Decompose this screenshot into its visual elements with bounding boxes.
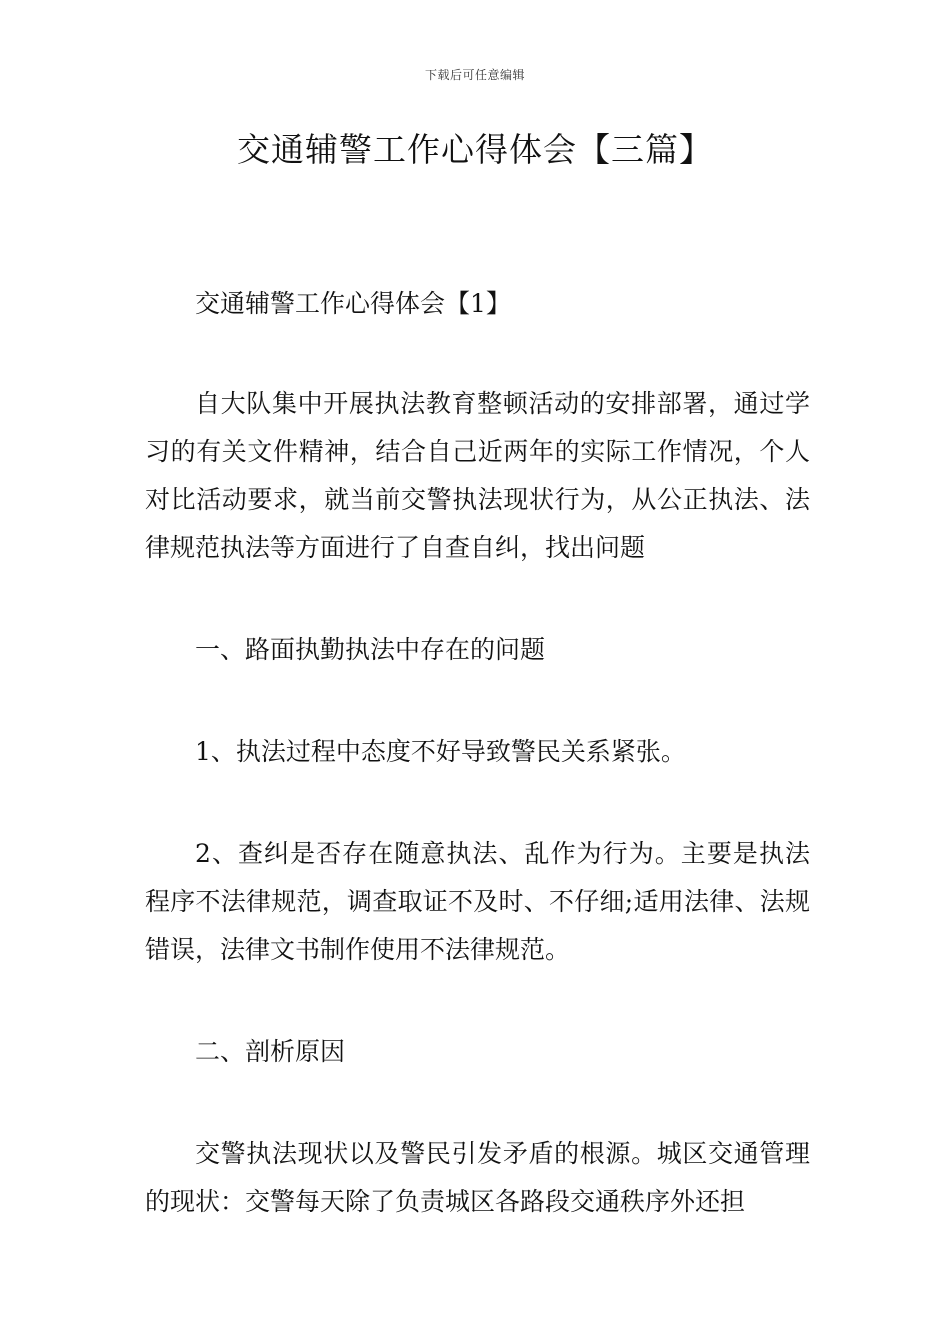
heading-problems: 一、路面执勤执法中存在的问题 [195, 635, 546, 664]
list-item-2: 2、查纠是否存在随意执法、乱作为行为。主要是执法程序不法律规范，调查取证不及时、不仔细;适用法律、法规错误，法律文书制作使用不法律规范。 [145, 839, 810, 964]
paragraph-analysis: 交警执法现状以及警民引发矛盾的根源。城区交通管理的现状：交警每天除了负责城区各路段交通秩序外还担 [145, 1139, 810, 1216]
section-heading: 交通辅警工作心得体会【1】 [195, 289, 511, 318]
header-note: 下载后可任意编辑 [424, 68, 525, 82]
document-title: 交通辅警工作心得体会【三篇】 [237, 130, 713, 169]
paragraph-intro: 自大队集中开展执法教育整顿活动的安排部署，通过学习的有关文件精神，结合自己近两年的实际工作情况，个人对比活动要求，就当前交警执法现状行为，从公正执法、法律规范执法等方面进行了自查自纠，找出问题 [145, 389, 810, 562]
heading-analysis: 二、剖析原因 [195, 1037, 346, 1066]
document-body [145, 280, 810, 1226]
list-item-1: 1、执法过程中态度不好导致警民关系紧张。 [195, 737, 686, 766]
